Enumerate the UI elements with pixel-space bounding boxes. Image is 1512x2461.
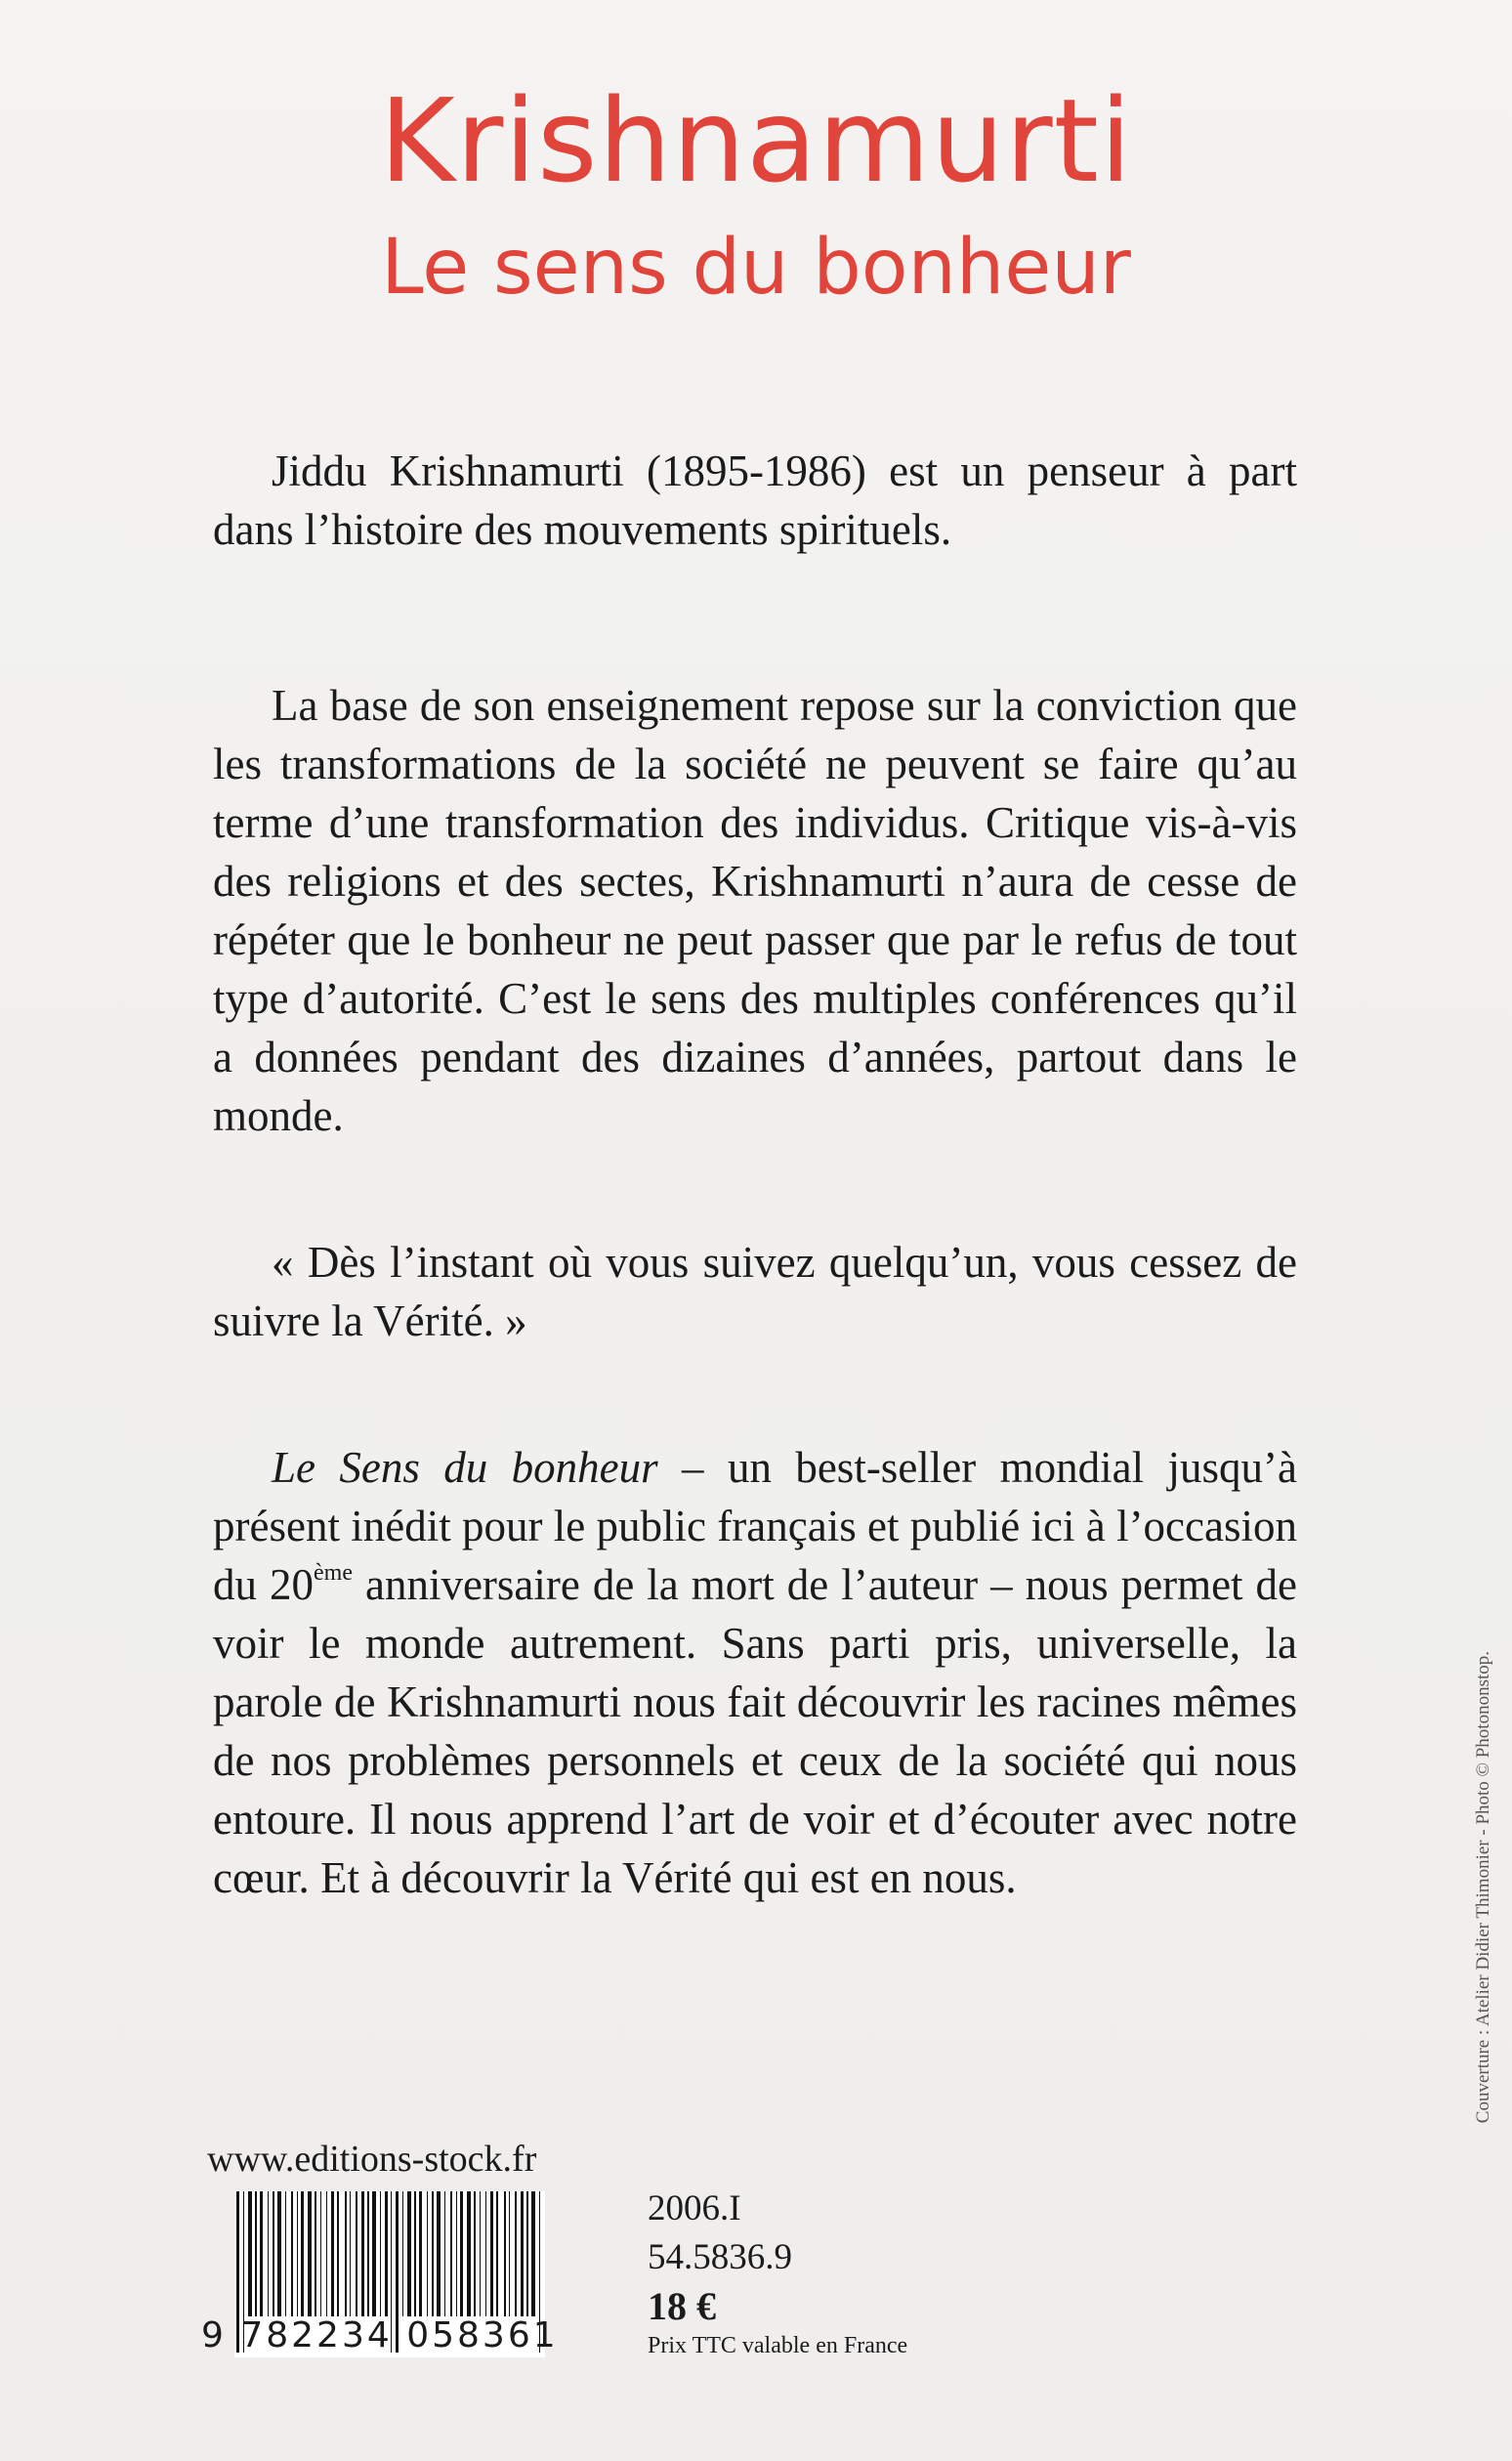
barcode-digits: 9 782234 058361 [201, 2315, 559, 2355]
paragraph-book [213, 1438, 1297, 1907]
paragraph-book-part1: – un best-seller mondial jusqu’à présent inédit pour le public français et publié ici à l’occasion du 20 [213, 1443, 1297, 1609]
author-title: Krishnamurti [379, 73, 1133, 208]
price: 18 € [648, 2284, 716, 2328]
edition-code: 2006.I [648, 2188, 741, 2228]
catalog-code: 54.5836.9 [648, 2237, 792, 2277]
paragraph-teaching: La base de son enseignement repose sur la conviction que les transformations de la société ne peuvent se faire qu’au terme d’une transformation des individus. Critique vis-à-vis des religions et des sectes, Krishnamurti n’aura de cesse de répéter que le bonheur ne peut passer que par le refus de tout type d’autorité. C’est le sens des multiples conférences qu’il a données pendant des dizaines d’années, partout dans le monde. [213, 681, 1297, 1140]
ordinal-superscript: ème [314, 1560, 353, 1586]
paragraph-quote: « Dès l’instant où vous suivez quelqu’un, vous cessez de suivre la Vérité. » [213, 1238, 1297, 1345]
book-title-italic: Le Sens du bonheur [272, 1443, 658, 1492]
blurb [213, 442, 1297, 2024]
book-title: Le sens du bonheur [381, 224, 1131, 312]
book-info [648, 2185, 907, 2360]
cover-credit: Couverture : Atelier Didier Thimonier - Photo © Photononstop. [1473, 1651, 1493, 2124]
paragraph-bio: Jiddu Krishnamurti (1895-1986) est un penseur à part dans l’histoire des mouvements spirituels. [213, 446, 1297, 554]
price-note: Prix TTC valable en France [648, 2333, 908, 2358]
paragraph-book-part2: anniversaire de la mort de l’auteur – nous permet de voir le monde autrement. Sans parti pris, universelle, la parole de Krishnamurti nous fait découvrir les racines mêmes de nos problèmes personnels et ceux de la société qui nous entoure. Il nous apprend l’art de voir et d’écouter avec notre cœur. Et à découvrir la Vérité qui est en nous. [213, 1560, 1298, 1902]
publisher-website: www.editions-stock.fr [207, 2139, 537, 2180]
